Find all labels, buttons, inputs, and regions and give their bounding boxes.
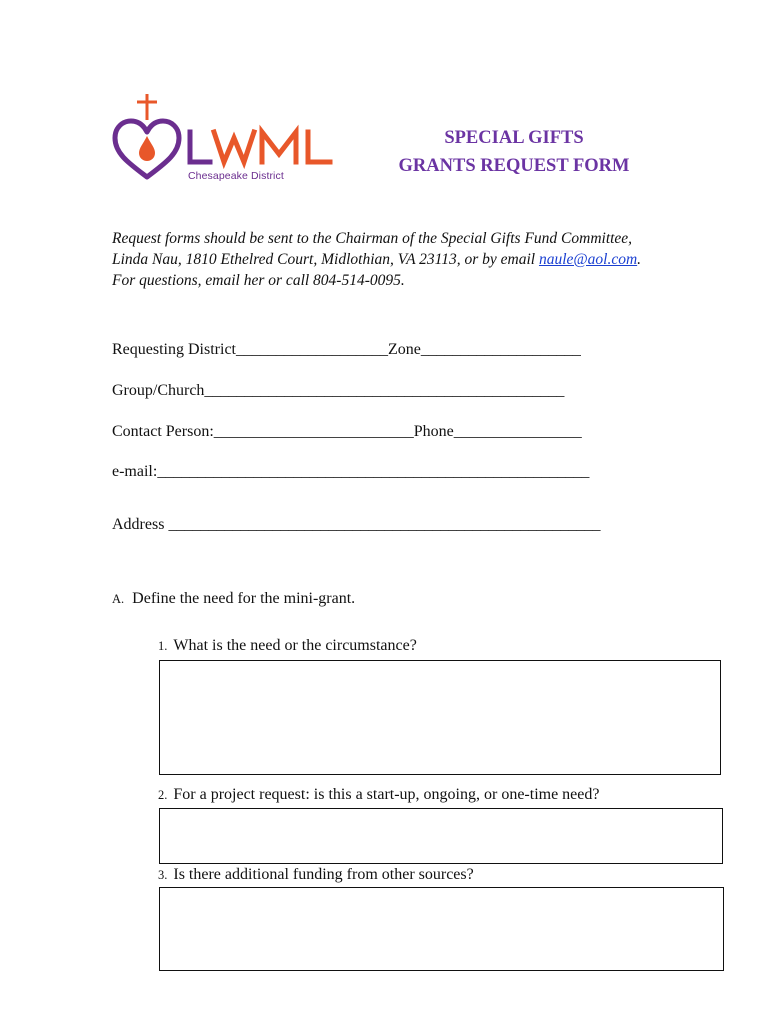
question-text: For a project request: is this a start-up, ongoing, or one-time need? [173,786,600,803]
intro-paragraph [112,228,652,291]
question-marker: 3. [158,868,168,882]
question-marker: 1. [158,639,168,653]
address-field[interactable]: Address ______________________________________________________ [112,516,601,533]
section-a-heading [112,590,355,608]
answer-box-1[interactable] [159,660,721,775]
question-2 [158,786,599,804]
district-zone-field[interactable]: Requesting District___________________Zone____________________ [112,341,581,358]
email-field[interactable]: e-mail:______________________________________________________ [112,463,590,480]
title-line-2: GRANTS REQUEST FORM [398,156,630,176]
section-marker: A. [112,592,125,606]
question-1 [158,637,417,655]
question-3 [158,866,474,884]
intro-text-after: . For questions, email her or call 804-514-0095. [112,251,642,289]
question-text: Is there additional funding from other sources? [173,866,474,883]
section-text: Define the need for the mini-grant. [132,590,356,607]
form-title [378,124,650,180]
question-text: What is the need or the circumstance? [173,637,417,654]
email-link[interactable]: naule@aol.com [538,251,638,268]
intro-text: Request forms should be sent to the Chairman of the Special Gifts Fund Committee, Linda Nau, 1810 Ethelred Court, Midlothian, VA 23113, or by email [112,230,633,268]
question-marker: 2. [158,788,168,802]
group-church-field[interactable]: Group/Church_____________________________________________ [112,382,565,399]
contact-phone-field[interactable]: Contact Person:_________________________Phone________________ [112,423,582,440]
answer-box-3[interactable] [159,887,724,971]
title-line-1: SPECIAL GIFTS [444,128,584,148]
answer-box-2[interactable] [159,808,723,864]
logo-subtitle: Chesapeake District [188,170,284,182]
